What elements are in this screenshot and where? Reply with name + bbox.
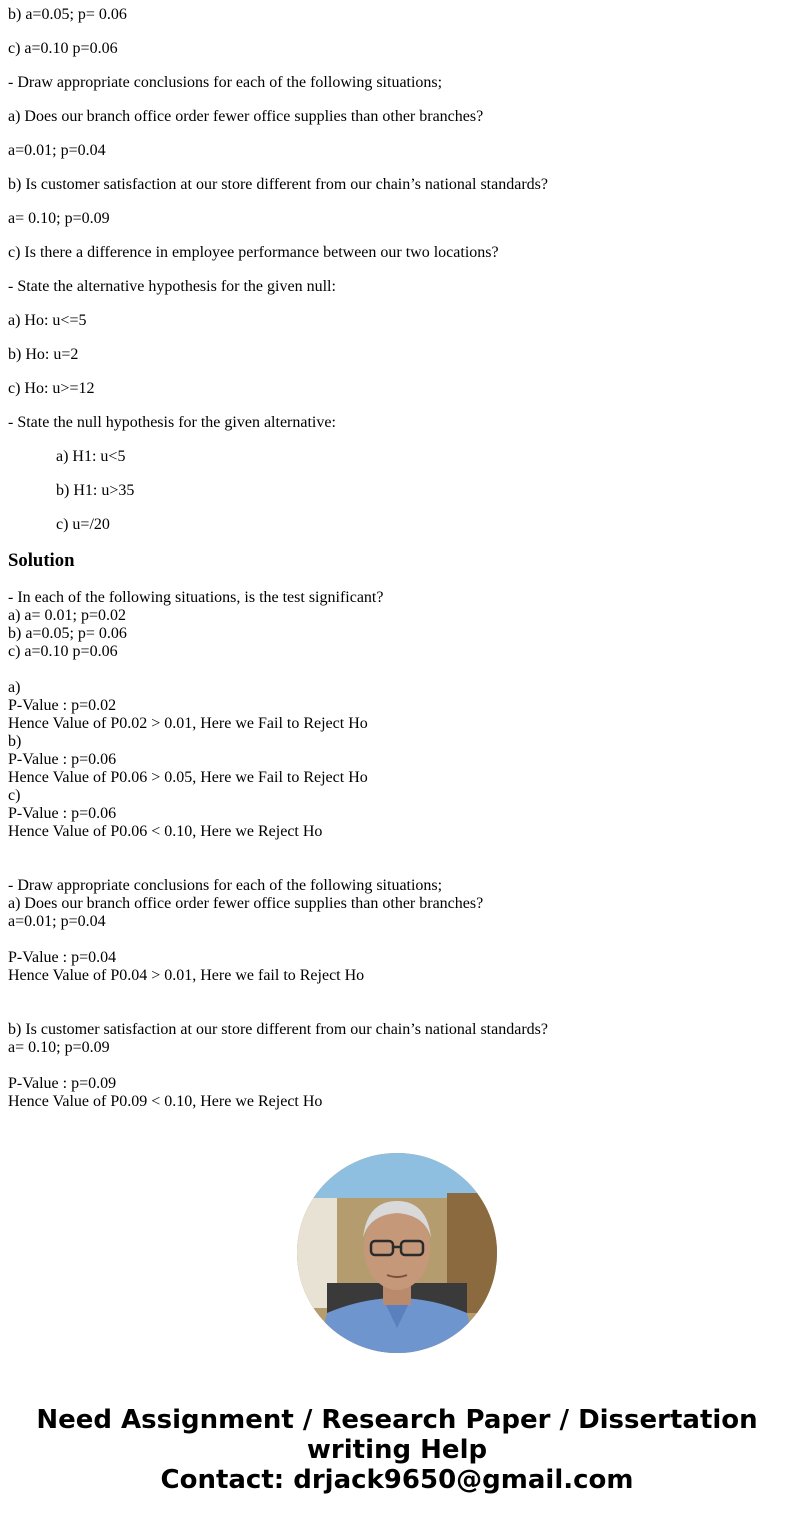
solution-line: Hence Value of P0.04 > 0.01, Here we fail to Reject Ho bbox=[8, 967, 365, 984]
solution-line: a= 0.10; p=0.09 bbox=[8, 1039, 110, 1056]
promo-text bbox=[0, 1405, 794, 1495]
solution-line: b) Is customer satisfaction at our store different from our chain’s national standards? bbox=[8, 1021, 548, 1038]
question-line: b) Ho: u=2 bbox=[8, 346, 79, 363]
question-line: c) Is there a difference in employee performance between our two locations? bbox=[8, 244, 499, 261]
question-list bbox=[8, 6, 786, 534]
solution-line: c) bbox=[8, 787, 21, 804]
document-body bbox=[8, 6, 786, 1111]
question-line: c) Ho: u>=12 bbox=[8, 380, 95, 397]
solution-line: P-Value : p=0.02 bbox=[8, 697, 117, 714]
promo-line-2: writing Help bbox=[306, 1435, 488, 1465]
solution-line: a=0.01; p=0.04 bbox=[8, 913, 106, 930]
promo-footer bbox=[0, 1153, 794, 1495]
question-line: a) Does our branch office order fewer office supplies than other branches? bbox=[8, 108, 484, 125]
solution-line: - Draw appropriate conclusions for each of the following situations; bbox=[8, 877, 443, 894]
solution-line: a) bbox=[8, 679, 21, 696]
question-line: b) Is customer satisfaction at our store different from our chain’s national standards? bbox=[8, 176, 548, 193]
solution-line: P-Value : p=0.09 bbox=[8, 1075, 117, 1092]
solution-line: a) a= 0.01; p=0.02 bbox=[8, 607, 127, 624]
solution-heading: Solution bbox=[8, 550, 75, 571]
portrait-illustration bbox=[297, 1153, 497, 1353]
solution-line: Hence Value of P0.06 > 0.05, Here we Fail to Reject Ho bbox=[8, 769, 368, 786]
solution-line: b) a=0.05; p= 0.06 bbox=[8, 625, 127, 642]
question-line: a= 0.10; p=0.09 bbox=[8, 210, 110, 227]
question-line: a) H1: u<5 bbox=[56, 448, 126, 465]
blank-line bbox=[8, 661, 786, 679]
blank-line bbox=[8, 1057, 786, 1075]
solution-body bbox=[8, 589, 786, 1111]
solution-line: a) Does our branch office order fewer office supplies than other branches? bbox=[8, 895, 484, 912]
solution-line: P-Value : p=0.06 bbox=[8, 751, 117, 768]
question-line: c) u=/20 bbox=[56, 516, 110, 533]
question-line: a) Ho: u<=5 bbox=[8, 312, 87, 329]
question-line: b) a=0.05; p= 0.06 bbox=[8, 6, 127, 23]
question-line: - State the alternative hypothesis for the given null: bbox=[8, 278, 336, 295]
question-line: b) H1: u>35 bbox=[56, 482, 135, 499]
solution-line: b) bbox=[8, 733, 22, 750]
promo-line-1: Need Assignment / Research Paper / Dissertation bbox=[36, 1405, 758, 1435]
blank-line bbox=[8, 841, 786, 859]
blank-line bbox=[8, 931, 786, 949]
blank-line bbox=[8, 985, 786, 1003]
question-line: a=0.01; p=0.04 bbox=[8, 142, 106, 159]
solution-line: c) a=0.10 p=0.06 bbox=[8, 643, 118, 660]
blank-line bbox=[8, 1003, 786, 1021]
solution-line: P-Value : p=0.04 bbox=[8, 949, 117, 966]
author-avatar bbox=[297, 1153, 497, 1353]
solution-line: Hence Value of P0.06 < 0.10, Here we Reject Ho bbox=[8, 823, 323, 840]
contact-email: Contact: drjack9650@gmail.com bbox=[160, 1465, 634, 1495]
question-line: c) a=0.10 p=0.06 bbox=[8, 40, 118, 57]
question-line: - Draw appropriate conclusions for each of the following situations; bbox=[8, 74, 443, 91]
blank-line bbox=[8, 859, 786, 877]
solution-line: Hence Value of P0.09 < 0.10, Here we Reject Ho bbox=[8, 1093, 323, 1110]
solution-line: Hence Value of P0.02 > 0.01, Here we Fail to Reject Ho bbox=[8, 715, 368, 732]
solution-line: - In each of the following situations, is the test significant? bbox=[8, 589, 384, 606]
question-line: - State the null hypothesis for the given alternative: bbox=[8, 414, 336, 431]
solution-line: P-Value : p=0.06 bbox=[8, 805, 117, 822]
